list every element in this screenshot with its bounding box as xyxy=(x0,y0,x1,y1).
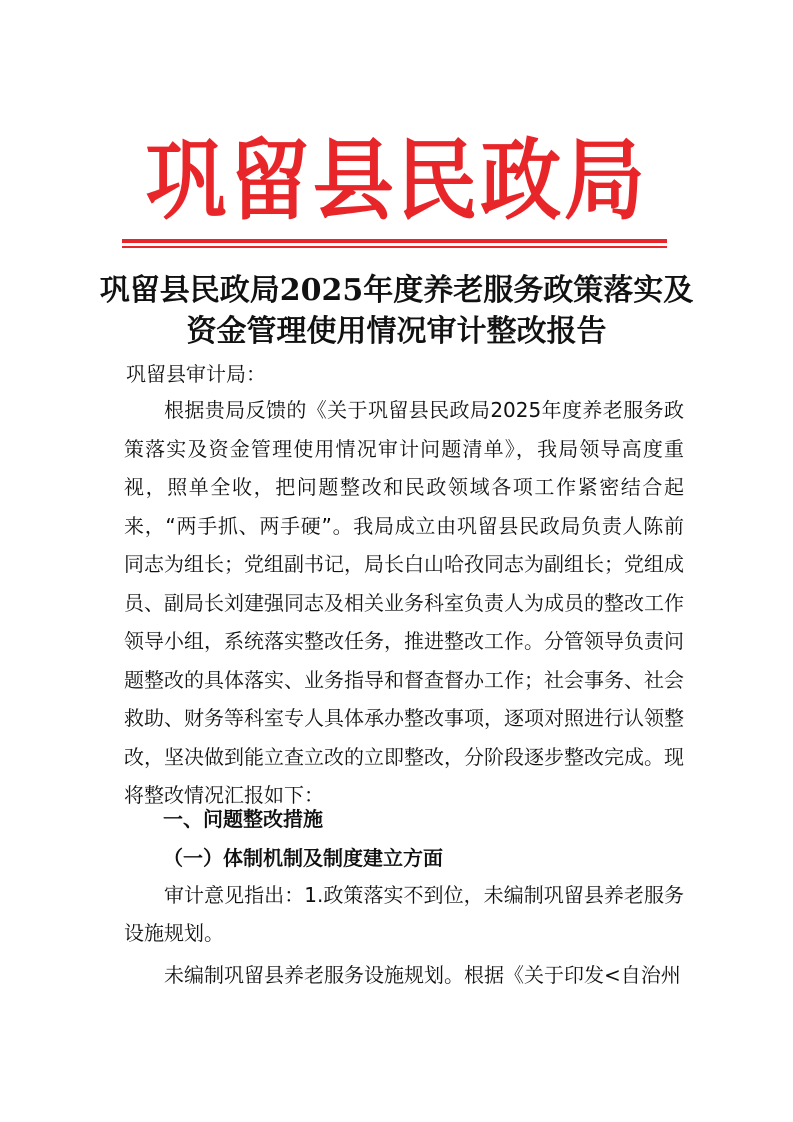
masthead-title: 巩留县民政局 xyxy=(145,128,648,232)
salutation: 巩留县审计局： xyxy=(126,362,266,386)
masthead-rule-thin xyxy=(122,246,667,248)
report-title-line-1: 巩留县民政局2025年度养老服务政策落实及 xyxy=(99,273,694,308)
section-heading-1: 一、问题整改措施 xyxy=(163,807,323,831)
report-title-line-2: 资金管理使用情况审计整改报告 xyxy=(186,314,607,349)
intro-paragraph: 根据贵局反馈的《关于巩留县民政局2025年度养老服务政策落实及资金管理使用情况审计问题清单》，我局领导高度重视，照单全收，把问题整改和民政领域各项工作紧密结合起来，“两手抓、两手硬”。我局成立由巩留县民政局负责人陈前同志为组长；党组副书记，局长白山哈孜同志为副组长；党组成员、副局长刘建强同志及相关业务科室负责人为成员的整改工作领导小组，系统落实整改任务，推进整改工作。分管领导负责问题整改的具体落实、业务指导和督查督办工作；社会事务、社会救助、财务等科室专人具体承办整改事项，逐项对照进行认领整改，坚决做到能立查立改的立即整改，分阶段逐步整改完成。现将整改情况汇报如下： xyxy=(124,398,684,807)
audit-opinion-paragraph: 审计意见指出：1.政策落实不到位，未编制巩留县养老服务设施规划。 xyxy=(124,883,684,945)
masthead-rule-thick xyxy=(122,239,667,243)
planning-paragraph: 未编制巩留县养老服务设施规划。根据《关于印发<自治州 xyxy=(164,963,681,987)
subsection-heading-1: （一）体制机制及制度建立方面 xyxy=(163,846,443,870)
